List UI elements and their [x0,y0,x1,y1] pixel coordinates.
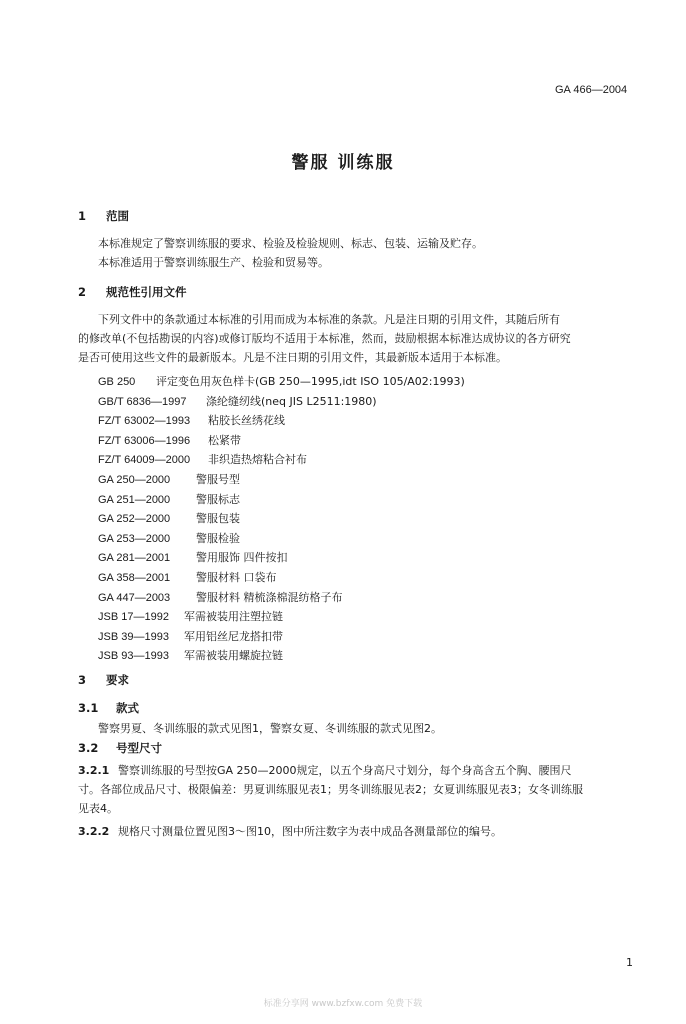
reference-code: JSB 93—1993 [98,650,169,663]
reference-item [98,412,285,428]
reference-item [98,471,240,487]
reference-title: 粘胶长丝绣花线 [208,414,285,428]
reference-item [98,647,283,663]
reference-code: GB 250 [98,376,136,388]
section-2-line-3: 是否可使用这些文件的最新版本。凡是不注日期的引用文件，其最新版本适用于本标准。 [78,351,507,364]
section-3-2-1-line-2: 寸。各部位成品尺寸、极限偏差：男夏训练服见表1；男冬训练服见表2；女夏训练服见表3；女冬训练服 [78,783,583,796]
section-3-2-number: 3.2 [78,741,99,755]
reference-title: 军用铝丝尼龙搭扣带 [184,629,283,643]
reference-code: GA 281—2001 [98,552,171,565]
section-2-line-2: 的修改单(不包括勘误的内容)或修订版均不适用于本标准，然而，鼓励根据本标准达成协议的各方研究 [78,332,571,345]
section-2-heading [78,284,187,300]
document-title: 警服 训练服 [291,153,395,173]
reference-code: GA 253—2000 [98,532,171,545]
reference-title: 评定变色用灰色样卡(GB 250—1995,idt ISO 105/A02:1993) [156,375,465,388]
reference-item [98,549,288,565]
section-3-2-2-line [78,822,502,841]
reference-item [98,393,377,409]
section-1-heading [78,208,129,224]
reference-title: 军需被装用注塑拉链 [184,610,283,624]
reference-item [98,589,343,605]
reference-title: 军需被装用螺旋拉链 [184,649,283,663]
reference-code: JSB 17—1992 [98,611,169,624]
standard-number: GA 466—2004 [555,84,628,96]
section-1-line-2: 本标准适用于警察训练服生产、检验和贸易等。 [98,256,329,269]
reference-item [98,569,277,585]
section-1-number: 1 [78,209,87,223]
reference-code: GA 252—2000 [98,513,171,526]
reference-item [98,608,283,624]
section-3-2-heading [78,740,162,756]
section-3-2-1-text: 警察训练服的号型按GA 250—2000规定，以五个身高尺寸划分，每个身高含五个胸、腰围尺 [118,764,572,777]
section-3-2-1-line-1 [78,761,572,780]
reference-title: 警服检验 [196,531,240,545]
reference-title: 警服材料 精梳涤棉混纺格子布 [196,590,343,604]
section-3-1-heading [78,700,139,716]
reference-item [98,432,241,448]
reference-item [98,530,240,546]
reference-item [98,451,307,467]
reference-code: GA 251—2000 [98,493,171,506]
section-3-1-text: 警察男夏、冬训练服的款式见图1，警察女夏、冬训练服的款式见图2。 [98,722,442,735]
section-3-2-1-line-3: 见表4。 [78,802,118,815]
reference-code: GA 358—2001 [98,572,171,584]
section-3-number: 3 [78,673,87,687]
section-3-1-number: 3.1 [78,701,99,715]
section-1-title: 范围 [106,209,129,223]
footer-watermark: 标准分享网 www.bzfxw.com 免费下载 [263,999,423,1009]
section-1-line-1: 本标准规定了警察训练服的要求、检验及检验规则、标志、包装、运输及贮存。 [98,237,483,250]
section-3-2-2-text: 规格尺寸测量位置见图3～图10，图中所注数字为表中成品各测量部位的编号。 [118,825,502,838]
reference-code: FZ/T 63006—1996 [98,434,191,447]
reference-code: FZ/T 63002—1993 [98,415,191,428]
reference-title: 警服材料 口袋布 [196,571,277,584]
reference-title: 松紧带 [208,433,241,447]
reference-item [98,628,283,644]
section-3-2-title: 号型尺寸 [116,741,162,755]
page-number: 1 [626,956,633,969]
reference-title: 警用服饰 四件按扣 [196,551,288,565]
reference-code: FZ/T 64009—2000 [98,454,191,467]
reference-item [98,491,240,507]
reference-title: 警服标志 [196,492,240,506]
section-3-title: 要求 [106,673,129,687]
reference-code: GA 447—2003 [98,591,171,604]
reference-title: 非织造热熔粘合衬布 [208,453,307,467]
section-3-2-2-number: 3.2.2 [78,825,110,838]
section-2-line-1: 下列文件中的条款通过本标准的引用而成为本标准的条款。凡是注日期的引用文件，其随后所有 [98,313,560,326]
section-3-2-1-number: 3.2.1 [78,764,110,777]
reference-item [98,510,240,526]
reference-code: GA 250—2000 [98,474,171,486]
section-2-title: 规范性引用文件 [106,285,187,299]
reference-title: 警服包装 [196,512,240,526]
reference-code: GB/T 6836—1997 [98,395,187,408]
reference-title: 警服号型 [196,473,240,486]
reference-code: JSB 39—1993 [98,630,169,643]
section-3-heading [78,672,129,688]
section-3-1-title: 款式 [116,701,139,715]
reference-item [98,373,465,389]
reference-title: 涤纶缝纫线(neq JIS L2511:1980) [206,394,377,408]
section-2-number: 2 [78,285,87,299]
